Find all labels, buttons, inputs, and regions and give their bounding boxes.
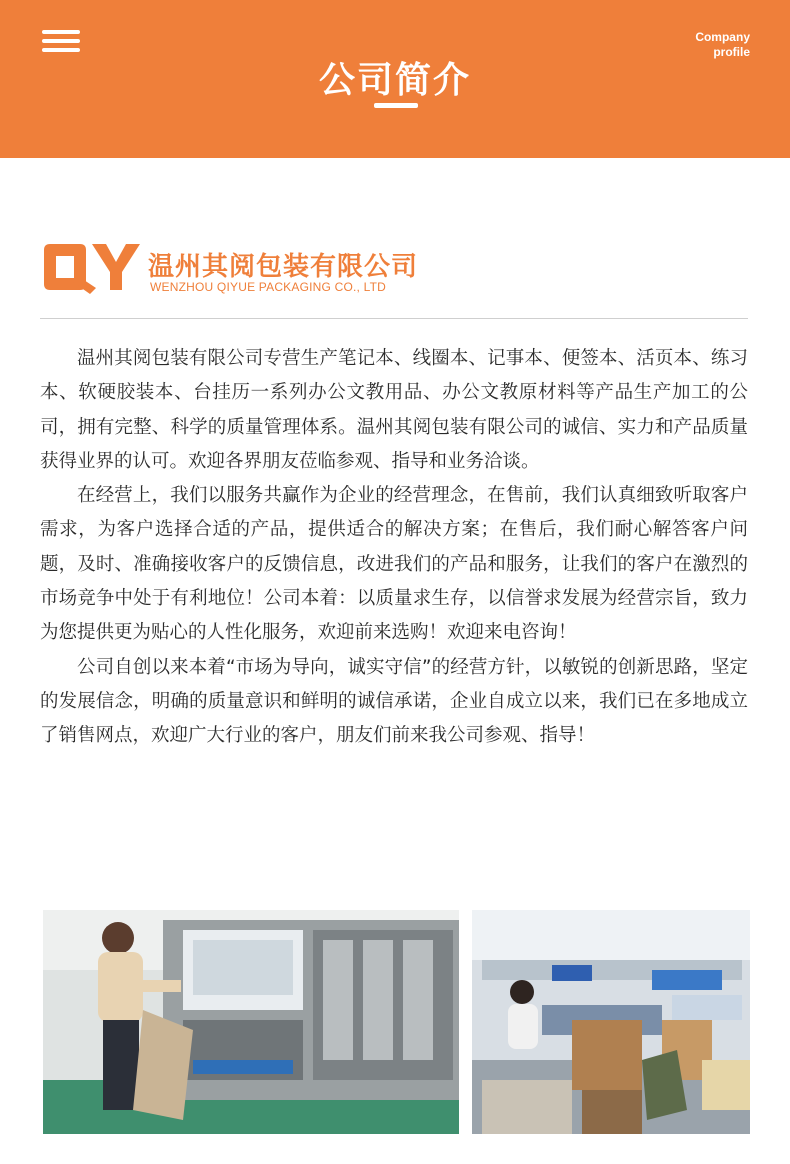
intro-paragraph-2: 在经营上，我们以服务共赢作为企业的经营理念，在售前，我们认真细致听取客户需求，为客户选择合适的产品，提供适合的解决方案；在售后，我们耐心解答客户问题，及时、准确接收客户的反馈信息，改进我们的产品和服务，让我们的客户在激烈的市场竞争中处于有利地位！公司本着：以质量求生存，以信誉求发展为经营宗旨，致力为您提供更为贴心的人性化服务，欢迎前来选购！欢迎来电咨询！ — [40, 485, 748, 644]
company-name-en: WENZHOU QIYUE PACKAGING CO., LTD — [150, 280, 386, 294]
factory-printing-machine-photo — [43, 910, 459, 1134]
page-title: 公司简介 — [318, 60, 471, 101]
title-underline — [374, 103, 418, 108]
company-profile-line2: profile — [713, 45, 750, 59]
page-header — [0, 0, 790, 158]
factory-workshop-photo — [472, 910, 750, 1134]
company-intro-text — [40, 342, 748, 754]
intro-paragraph-3: 公司自创以来本着“市场为导向，诚实守信”的经营方针，以敏锐的创新思路，坚定的发展信念，明确的质量意识和鲜明的诚信承诺，企业自成立以来，我们已在多地成立了销售网点，欢迎广大行业的客户，朋友们前来我公司参观、指导！ — [40, 656, 748, 747]
company-profile-line1: Company — [695, 30, 750, 44]
company-name-cn: 温州其阅包装有限公司 — [148, 252, 419, 282]
company-profile-label — [695, 30, 750, 60]
company-logo — [40, 240, 460, 298]
qy-logo-mark — [40, 240, 140, 296]
hamburger-menu-icon[interactable] — [42, 30, 80, 52]
section-divider — [40, 318, 748, 319]
intro-paragraph-1: 温州其阅包装有限公司专营生产笔记本、线圈本、记事本、便签本、活页本、练习本、软硬胶装本、台挂历一系列办公文教用品、办公文教原材料等产品生产加工的公司，拥有完整、科学的质量管理体系。温州其阅包装有限公司的诚信、实力和产品质量获得业界的认可。欢迎各界朋友莅临参观、指导和业务洽谈。 — [40, 348, 748, 472]
